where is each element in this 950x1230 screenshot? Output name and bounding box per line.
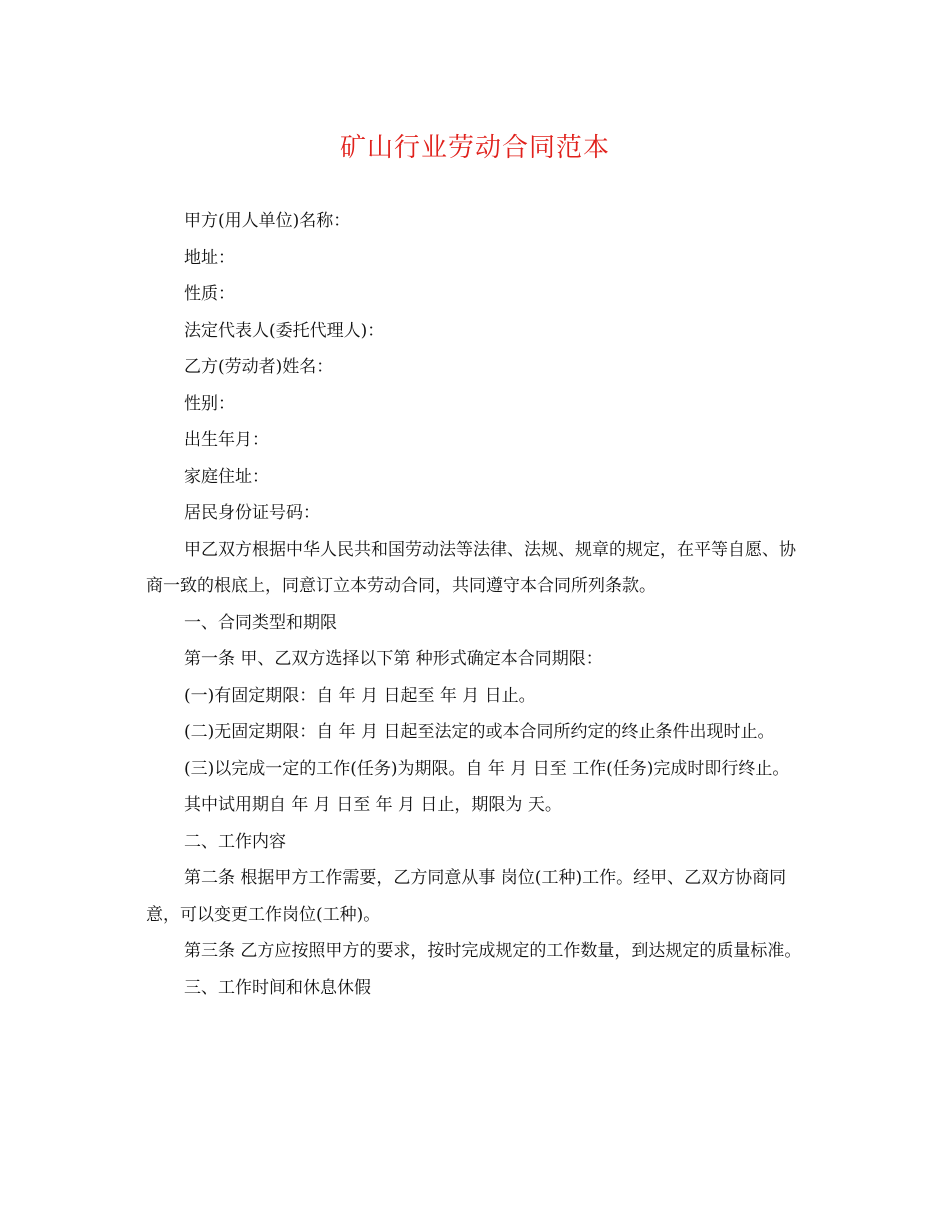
- section-heading-work-content: 二、工作内容: [184, 831, 286, 852]
- preamble-paragraph: 甲乙双方根据中华人民共和国劳动法等法律、法规、规章的规定，在平等自愿、协商一致的根底上，同意订立本劳动合同，共同遵守本合同所列条款。: [146, 539, 796, 596]
- probation-period-line: 其中试用期自 年 月 日至 年 月 日止，期限为 天。: [184, 795, 562, 815]
- section-heading-work-hours: 三、工作时间和休息休假: [184, 977, 371, 998]
- party-b-name-line: 乙方(劳动者)姓名：: [184, 357, 334, 377]
- party-a-address-line: 地址：: [184, 247, 235, 268]
- party-b-home-address-line: 家庭住址：: [184, 466, 269, 487]
- term-option-task-based: (三)以完成一定的工作(任务)为期限。自 年 月 日至 工作(任务)完成时即行终止。: [184, 758, 790, 779]
- party-a-nature-line: 性质：: [184, 284, 235, 304]
- legal-representative-line: 法定代表人(委托代理人)：: [184, 320, 385, 341]
- article-2: 第二条 根据甲方工作需要，乙方同意从事 岗位(工种)工作。经甲、乙双方协商同意，可以变更工作岗位(工种)。: [146, 868, 787, 925]
- section-heading-contract-type: 一、合同类型和期限: [184, 612, 337, 633]
- party-b-gender-line: 性别：: [184, 393, 235, 414]
- term-option-open-ended: (二)无固定期限：自 年 月 日起至法定的或本合同所约定的终止条件出现时止。: [184, 722, 775, 742]
- term-option-fixed: (一)有固定期限：自 年 月 日起至 年 月 日止。: [184, 685, 536, 706]
- party-b-birth-line: 出生年月：: [184, 430, 269, 450]
- party-b-id-number-line: 居民身份证号码：: [184, 503, 320, 523]
- article-1: 第一条 甲、乙双方选择以下第 种形式确定本合同期限：: [184, 649, 603, 669]
- party-a-name-line: 甲方(用人单位)名称：: [184, 211, 351, 231]
- document-body: [146, 203, 806, 1006]
- document-title: 矿山行业劳动合同范本: [339, 133, 610, 163]
- article-3: 第三条 乙方应按照甲方的要求，按时完成规定的工作数量，到达规定的质量标准。: [184, 941, 802, 961]
